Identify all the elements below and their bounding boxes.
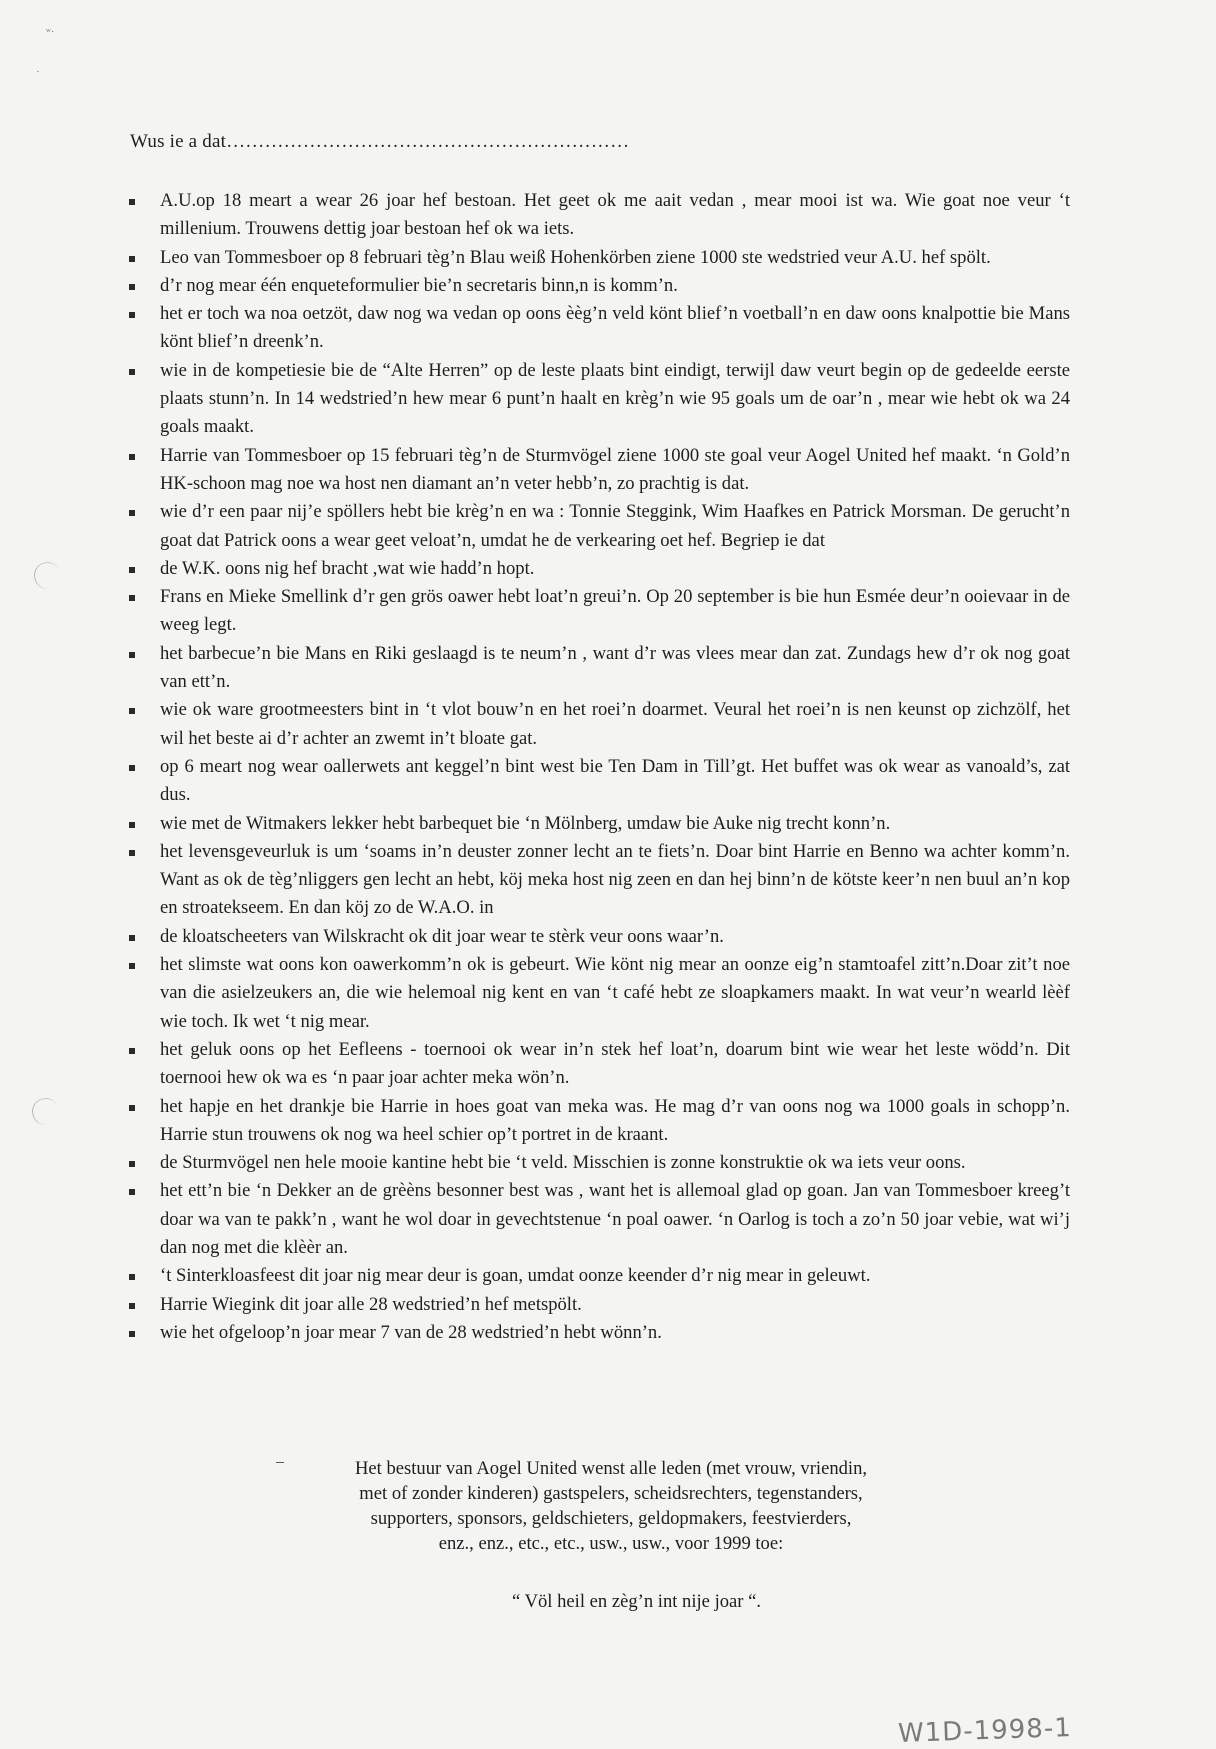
greeting-block bbox=[286, 1456, 936, 1556]
bullet-item: de W.K. oons nig hef bracht ,wat wie hadd’n hopt. bbox=[126, 555, 1070, 583]
bullet-item: d’r nog mear één enqueteformulier bie’n secretaris binn,n is komm’n. bbox=[126, 272, 1070, 300]
greeting-line: enz., enz., etc., etc., usw., usw., voor 1999 toe: bbox=[438, 1533, 784, 1554]
bullet-item: het geluk oons op het Eefleens - toernooi ok wear in’n stek hef loat’n, doarum bint wie wear het leste wödd’n. Dit toernooi hew ok wa es ‘n paar joar achter meka wön’n. bbox=[126, 1036, 1070, 1093]
bullet-item: de kloatscheeters van Wilskracht ok dit joar wear te stèrk veur oons waar’n. bbox=[126, 923, 1070, 951]
greeting-line: supporters, sponsors, geldschieters, geldopmakers, feestvierders, bbox=[370, 1508, 852, 1529]
bullet-item: wie ok ware grootmeesters bint in ‘t vlot bouw’n en het roei’n doarmet. Veural het roei’n is nen keunst op zichzölf, het wil het beste ai d’r achter an zwemt in’t bloate gat. bbox=[126, 696, 1070, 753]
greeting-line: Het bestuur van Aogel United wenst alle leden (met vrouw, vriendin, bbox=[354, 1458, 868, 1479]
punch-hole bbox=[32, 560, 63, 591]
bullet-item: wie met de Witmakers lekker hebt barbequet bie ‘n Mölnberg, umdaw bie Auke nig trecht konn’n. bbox=[126, 810, 1070, 838]
bullet-item: op 6 meart nog wear oallerwets ant keggel’n bint west bie Ten Dam in Till’gt. Het buffet was ok wear as vanoald’s, zat dus. bbox=[126, 753, 1070, 810]
bullet-item: het slimste wat oons kon oawerkomm’n ok is gebeurt. Wie könt nig mear an oonze eig’n stamtoafel zitt’n.Doar zit’t noe van die asielzeukers an, die wie helemoal nig kent en van ‘t café hebt ze sloapkamers maakt. In wat veur’n wearld lèèf wie toch. Ik wet ‘t nig mear. bbox=[126, 951, 1070, 1036]
bullet-item: ‘t Sinterkloasfeest dit joar nig mear deur is goan, umdat oonze keender d’r nig mear in geleuwt. bbox=[126, 1262, 1070, 1290]
punch-hole bbox=[30, 1096, 61, 1127]
greeting-dash bbox=[276, 1462, 284, 1463]
bullet-item: het levensgeveurluk is um ‘soams in’n deuster zonner lecht an te fiets’n. Doar bint Harrie en Benno wa achter komm’n. Want as ok de tèg’nliggers gen lecht an hebt, köj meka host nig zeen en dan hej binn’n de kötste keer’n nen buul an’n kop en stroatekseem. En dan köj zo de W.A.O. in bbox=[126, 838, 1070, 923]
bullet-item: Frans en Mieke Smellink d’r gen grös oawer hebt loat’n greui’n. Op 20 september is bie hun Esmée deur’n ooievaar in de weeg legt. bbox=[126, 583, 1070, 640]
bullet-item: A.U.op 18 meart a wear 26 joar hef bestoan. Het geet ok me aait vedan , mear mooi ist wa. Wie goat noe veur ‘t millenium. Trouwens dettig joar bestoan hef ok wa iets. bbox=[126, 187, 1070, 244]
document-title: Wus ie a dat……………………………………………………… bbox=[130, 131, 630, 152]
new-year-wish: “ Völ heil en zèg’n int nije joar “. bbox=[512, 1591, 762, 1612]
bullet-item: het barbecue’n bie Mans en Riki geslaagd is te neum’n , want d’r was vlees mear dan zat. Zundags hew d’r ok nog goat van ett’n. bbox=[126, 640, 1070, 697]
bullet-list bbox=[126, 187, 1070, 1347]
bullet-item: het hapje en het drankje bie Harrie in hoes goat van meka was. He mag d’r van oons nog wa 1000 goals in schopp’n. Harrie stun trouwens ok nog wa heel schier op’t portret in de kraant. bbox=[126, 1093, 1070, 1150]
bullet-item: de Sturmvögel nen hele mooie kantine hebt bie ‘t veld. Misschien is zonne konstruktie ok wa iets veur oons. bbox=[126, 1149, 1070, 1177]
scan-speck: · bbox=[36, 66, 40, 78]
bullet-item: Harrie Wiegink dit joar alle 28 wedstried’n hef metspölt. bbox=[126, 1291, 1070, 1319]
scan-speck: ʷ· bbox=[46, 26, 55, 38]
bullet-item: het ett’n bie ‘n Dekker an de grèèns besonner best was , want het is allemoal glad op goan. Jan van Tommesboer kreeg’t doar wa van te pakk’n , want he wol doar in gevechtstenue ‘n poal oawer. ‘n Oarlog is toch a zo’n 50 joar vebie, wat wi’j dan nog met die klèèr an. bbox=[126, 1177, 1070, 1262]
archive-mark: W1D-1998-1 bbox=[897, 1712, 1073, 1749]
greeting-line: met of zonder kinderen) gastspelers, scheidsrechters, tegenstanders, bbox=[359, 1483, 863, 1504]
bullet-item: Harrie van Tommesboer op 15 februari tèg’n de Sturmvögel ziene 1000 ste goal veur Aogel United hef maakt. ‘n Gold’n HK-schoon mag noe wa host nen diamant an’n veter hebb’n, zo prachtig is dat. bbox=[126, 442, 1070, 499]
bullet-item: wie het ofgeloop’n joar mear 7 van de 28 wedstried’n hebt wönn’n. bbox=[126, 1319, 1070, 1347]
bullet-item: wie in de kompetiesie bie de “Alte Herren” op de leste plaats bint eindigt, terwijl daw veurt begin op de gedeelde eerste plaats stunn’n. In 14 wedstried’n hew mear 6 punt’n haalt en krèg’n wie 95 goals um de oar’n , mear wie hebt ok wa 24 goals maakt. bbox=[126, 357, 1070, 442]
bullet-item: het er toch wa noa oetzöt, daw nog wa vedan op oons èèg’n veld könt blief’n voetball’n en daw oons knalpottie bie Mans könt blief’n dreenk’n. bbox=[126, 300, 1070, 357]
bullet-item: wie d’r een paar nij’e spöllers hebt bie krèg’n en wa : Tonnie Steggink, Wim Haafkes en Patrick Morsman. De gerucht’n goat dat Patrick oons a wear geet veloat’n, umdat he de verkearing oet hef. Begriep ie dat bbox=[126, 498, 1070, 555]
bullet-item: Leo van Tommesboer op 8 februari tèg’n Blau weiß Hohenkörben ziene 1000 ste wedstried veur A.U. hef spölt. bbox=[126, 244, 1070, 272]
